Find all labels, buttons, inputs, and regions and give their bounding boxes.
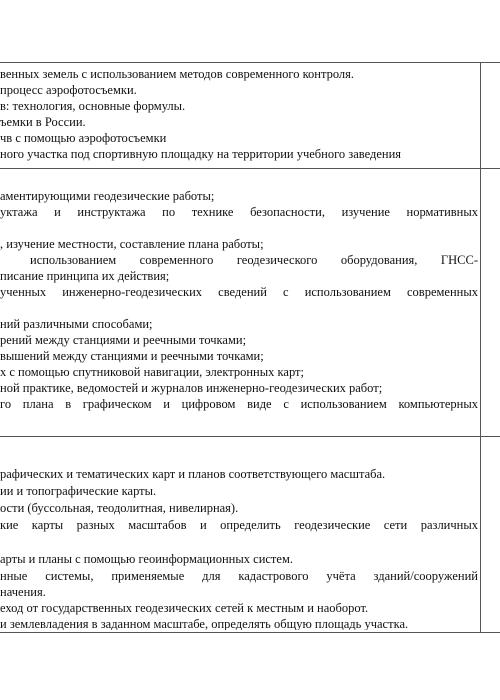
text-line: начения. [0, 585, 46, 599]
text-line: х с помощью спутниковой навигации, электронных карт; [0, 365, 304, 379]
table-cell-row-2 [0, 188, 478, 434]
text-line: го плана в графическом и цифровом виде с использованием компьютерных [0, 397, 478, 411]
text-line: ученных инженерно-геодезических сведений с использованием современных [0, 285, 478, 299]
text-line: писание принципа их действия; [0, 269, 170, 283]
text-line: ний различными способами; [0, 317, 153, 331]
text-line: еход от государственных геодезических сетей к местным и наоборот. [0, 601, 369, 615]
text-line: ии и топографические карты. [0, 484, 157, 498]
text-line: ъемки в России. [0, 115, 86, 129]
table-cell-row-1 [0, 66, 478, 166]
text-line: ного участка под спортивную площадку на территории учебного заведения [0, 147, 402, 161]
text-line: использованием современного геодезического оборудования, ГНСС- [30, 253, 478, 267]
table-bottom-border [0, 632, 500, 633]
text-line: , изучение местности, составление плана работы; [0, 237, 264, 251]
table-cell-row-3 [0, 448, 478, 630]
text-line: ной практике, ведомостей и журналов инженерно-геодезических работ; [0, 381, 383, 395]
row-divider-2 [0, 436, 500, 437]
text-line: арты и планы с помощью геоинформационных систем. [0, 552, 293, 566]
text-line: нные системы, применяемые для кадастрового учёта зданий/сооружений [0, 569, 478, 583]
row-divider-1 [0, 168, 500, 169]
text-line: ости (буссольная, теодолитная, нивелирная). [0, 501, 239, 515]
text-line: венных земель с использованием методов современного контроля. [0, 67, 355, 81]
text-line: чв с помощью аэрофотосъемки [0, 131, 167, 145]
column-divider [480, 62, 481, 632]
text-line: в: технология, основные формулы. [0, 99, 186, 113]
text-line: рений между станциями и реечными точками; [0, 333, 247, 347]
table-top-border [0, 62, 500, 63]
text-line: и землевладения в заданном масштабе, определять общую площадь участка. [0, 617, 409, 630]
text-line: рафических и тематических карт и планов соответствующего масштаба. [0, 467, 386, 481]
text-line: уктажа и инструктажа по технике безопасности, изучение нормативных [0, 205, 478, 219]
text-line: аментирующими геодезические работы; [0, 189, 215, 203]
text-line: кие карты разных масштабов и определить геодезические сети различных [0, 518, 478, 532]
text-line: вышений между станциями и реечными точками; [0, 349, 264, 363]
text-line: процесс аэрофотосъемки. [0, 83, 137, 97]
